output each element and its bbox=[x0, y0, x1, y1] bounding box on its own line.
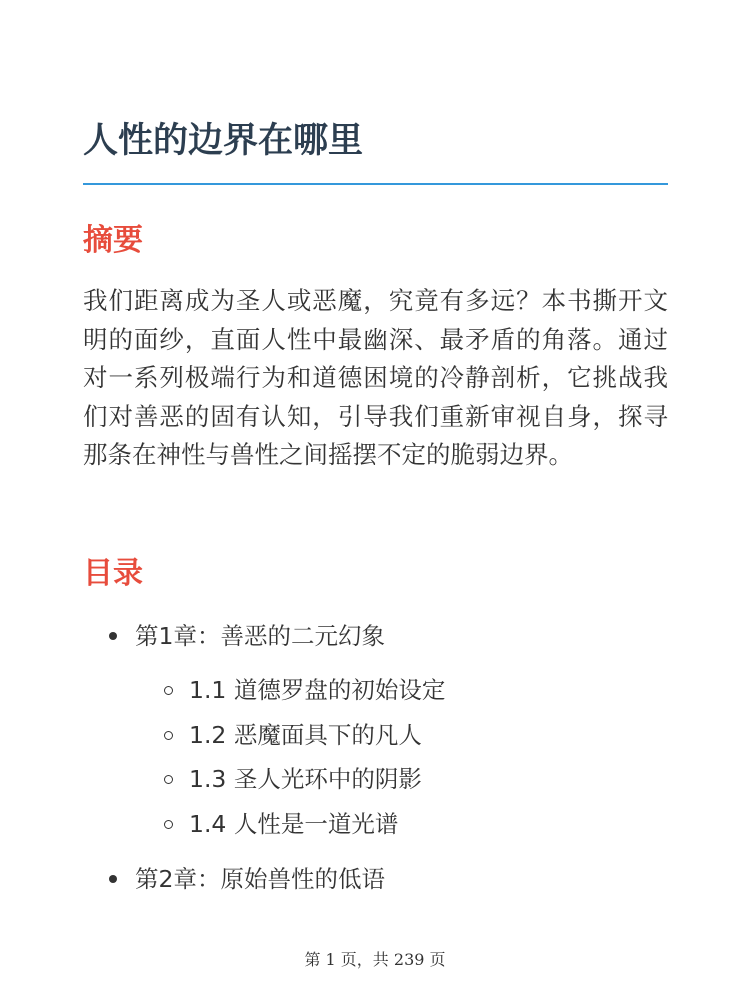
toc-chapter-1[interactable] bbox=[83, 616, 668, 847]
toc-chapter-label: 第1章：善恶的二元幻象 bbox=[135, 622, 385, 650]
toc-section-label: 1.1 道德罗盘的初始设定 bbox=[189, 676, 446, 704]
toc-section-list bbox=[135, 668, 668, 847]
bullet-icon bbox=[109, 632, 117, 640]
circle-bullet-icon bbox=[164, 731, 173, 740]
circle-bullet-icon bbox=[164, 686, 173, 695]
toc-section-label: 1.3 圣人光环中的阴影 bbox=[189, 765, 422, 794]
bullet-icon bbox=[109, 875, 117, 883]
toc-section-label: 1.2 恶魔面具下的凡人 bbox=[189, 720, 422, 749]
toc-section-1-3[interactable] bbox=[135, 757, 668, 802]
circle-bullet-icon bbox=[164, 820, 173, 829]
toc-chapter-2[interactable] bbox=[83, 859, 668, 899]
toc-section-label: 1.4 人性是一道光谱 bbox=[189, 810, 399, 839]
circle-bullet-icon bbox=[164, 775, 173, 784]
toc-heading: 目录 bbox=[83, 556, 143, 591]
document-page bbox=[83, 0, 668, 1000]
toc-section-1-4[interactable] bbox=[135, 802, 668, 847]
document-title: 人性的边界在哪里 bbox=[83, 121, 364, 161]
toc-section-1-1[interactable] bbox=[135, 668, 668, 713]
title-divider bbox=[83, 183, 668, 185]
page-number: 第 1 页，共 239 页 bbox=[304, 950, 446, 969]
abstract-text: 我们距离成为圣人或恶魔，究竟有多远？本书撕开文明的面纱，直面人性中最幽深、最矛盾的角落。通过对一系列极端行为和道德困境的冷静剖析，它挑战我们对善恶的固有认知，引导我们重新审视自身，探寻那条在神性与兽性之间摇摆不定的脆弱边界。 bbox=[83, 286, 668, 469]
toc-section-1-2[interactable] bbox=[135, 713, 668, 758]
table-of-contents bbox=[83, 616, 668, 899]
toc-chapter-label: 第2章：原始兽性的低语 bbox=[135, 864, 385, 893]
abstract-heading: 摘要 bbox=[83, 223, 143, 258]
